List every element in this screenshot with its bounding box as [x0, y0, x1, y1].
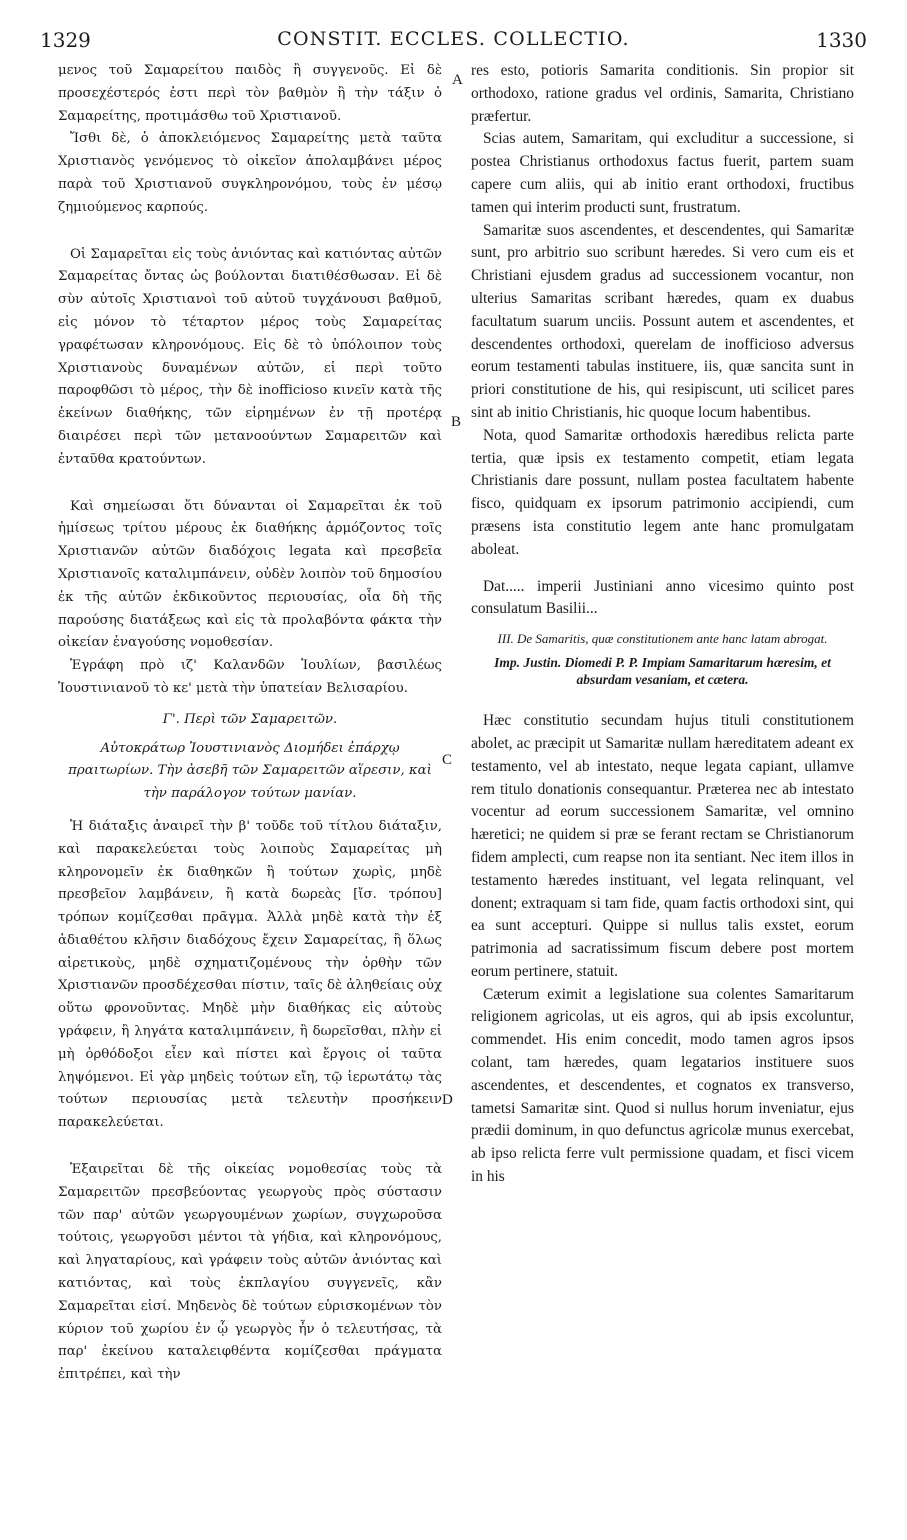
greek-paragraph: Ἐξαιρεῖται δὲ τῆς οἰκείας νομοθεσίας τοὺς τὰ Σαμαρειτῶν πρεσβεύοντας γεωργοὺς πρὸς σύστασιν τῶν παρ' αὐτῶν γεωργουμένων χωρίων, συγχωροῦσα τούτοις, γεωργοῦσι μέντοι τὰ γήδια, καὶ κληρονόμους, καὶ ληγαταρίους, καὶ γράφειν τοὺς αὐτῶν ἀνιόντας καὶ κατιόντας, καὶ τοὺς ἐκπλαγίου συγγενεῖς, κἂν Σαμαρεῖται εἰσί. Μηδενὸς δὲ τούτων εὑρισκομένων τὸν κύριον τοῦ χωρίου ἐν ᾧ γεωργὸς ἦν ὁ τελευτήσας, τὰ παρ' ἐκείνου καταλειφθέντα κομίζεσθαι πράγματα ἐπιτρέπει, καὶ τὴν: [58, 1162, 442, 1383]
page-number-right: 1330: [816, 28, 867, 52]
latin-paragraph: Dat..... imperii Justiniani anno vicesimo quinto post consulatum Basilii...: [471, 577, 854, 618]
margin-marker-a: A: [452, 72, 463, 88]
greek-paragraph: Οἱ Σαμαρεῖται εἰς τοὺς ἀνιόντας καὶ κατιόντας αὐτῶν Σαμαρείτας ὄντας ὡς βούλονται διατιθέσθωσαν. Εἰ δὲ σὺν αὐτοῖς Χριστιανοὶ τοῦ αὐτοῦ τυγχάνουσι βαθμοῦ, εἰς μόνον τὸ τέταρτον μέρος τοὺς Σαμαρείτας γραφέτωσαν κληρονόμους. Εἰς δὲ τὸ ὑπόλοιπον τοὺς Χριστιανοὺς δυναμένων αὐτῶν, εἰ περὶ τοῦτο παροφθῶσι τὸ μέρος, τὴν δὲ inofficioso κινεῖν κατὰ τῆς ἐκείνων διαθήκης, τῶν εἰρημένων ἐν τῇ προτέρᾳ διαιρέσει περὶ τῶν μετανοούντων Σαμαρειτῶν καὶ ἐνταῦθα κρατούντων.: [58, 246, 442, 467]
latin-paragraph: Nota, quod Samaritæ orthodoxis hæredibus relicta parte tertia, quæ ipsis ex testamento competit, etiam legata Christianis dare possunt, nullam postea facultatem habente fisco, quidquam ex ipsorum patrimonio accipiendi, cum præsens ista constitutio legem ante hanc promulgatam aboleat.: [471, 426, 854, 558]
greek-paragraph: Ἴσθι δὲ, ὁ ἀποκλειόμενος Σαμαρείτης μετὰ ταῦτα Χριστιανὸς γενόμενος τὸ οἰκεῖον ἀπολαμβάνει μέρος παρὰ τοῦ Χριστιανοῦ συγκληρονόμου, τοὺς ἐν μέσῳ ζημιούμενος καρπούς.: [58, 131, 442, 215]
margin-marker-b: B: [451, 414, 462, 430]
margin-marker-d: D: [442, 1092, 453, 1108]
greek-paragraph: μενος τοῦ Σαμαρείτου παιδὸς ἢ συγγενοῦς. Εἰ δὲ προσεχέστερός ἐστι περὶ τὸν βαθμὸν ἢ τὴν τάξιν ὁ Σαμαρείτης, προτιμάσθω τοῦ Χριστιανοῦ.: [58, 63, 442, 124]
greek-column: [58, 60, 442, 1387]
greek-paragraph: Καὶ σημείωσαι ὅτι δύνανται οἱ Σαμαρεῖται ἐκ τοῦ ἡμίσεως τρίτου μέρους ἐκ διαθήκης ἁρμόζοντος τοῖς Χριστιανῶν αὐτῶν διαδόχοις legata καὶ πρεσβεῖα Χριστιανοῖς καταλιμπάνειν, οὐδὲν λοιπὸν τοῦ δημοσίου ἐκ τῆς αὐτῶν ἐκδικοῦντος περιουσίας, οἷα δὴ τῆς παρούσης διατάξεως καὶ εἰς τὰ προλαβόντα φάκτα τὴν οἰκείαν ἐναγούσης νομοθεσίαν.: [58, 498, 442, 651]
greek-paragraph: Ἡ διάταξις ἀναιρεῖ τὴν β' τοῦδε τοῦ τίτλου διάταξιν, καὶ παρακελεύεται τοὺς λοιποὺς Σαμαρείτας μὴ κληρονομεῖν ἐκ διαθηκῶν ἢ τούτων χωρὶς, μηδὲ πρεσβεῖον λαμβάνειν, ἢ κατὰ δωρεὰς [ἴσ. τρόπου] τρόπων κομίζεσθαι πρᾶγμα. Ἀλλὰ μηδὲ κατὰ τὴν ἐξ ἀδιαθέτου κλῆσιν διαδόχους ἔχειν Σαμαρείτας, ἢ ὅλως αἱρετικοὺς, μηδὲ σχηματιζομένους τὴν ὀρθὴν τῶν Χριστιανῶν προσδέχεσθαι πίστιν, ταῖς δὲ ἀληθείαις οὐχ οὕτω φρονοῦντας. Μηδὲ μὴν διαθήκας εἰς αὐτοὺς γράφειν, ἢ ληγάτα καταλιμπάνειν, ἢ δωρεῖσθαι, πλὴν εἰ μὴ ὀρθόδοξοι εἶεν καὶ πίστει καὶ ἔργοις οἱ ταῦτα ληψόμενοι. Εἰ γὰρ μηδεὶς τούτων εἴη, τῷ ἱερωτάτῳ τὰς τούτων περιουσίας μετὰ τελευτὴν προσήκειν παρακελεύεται.: [58, 818, 442, 1131]
latin-paragraph: res esto, potioris Samarita conditionis. Sin propior sit orthodoxo, ratione gradus vel ordinis, Samarita, Christiano præfertur.: [471, 62, 854, 125]
page-header: [40, 28, 867, 54]
latin-paragraph: Samaritæ suos ascendentes, et descendentes, qui Samaritæ sunt, pro arbitrio suo scribunt hæredes. Si vero cum eis et Christiani ejusdem gradus ad successionem vocantur, non ulterius Samaritas scribant hæredes, quam ex duabus facultatum suarum unciis. Possunt autem et ascendentes, et descendentes orthodoxi, querelam de inofficioso adversus eorum testamenti tabulas instituere, iis, quæ sancita sunt in priori constitutione de his, qui resipiscunt, uti scilicet pares sint ab initio Christianis, hic quoque locum habentibus.: [471, 221, 854, 421]
greek-section-subheading: Αὐτοκράτωρ Ἰουστινιανὸς Διομήδει ἐπάρχῳ πραιτωρίων. Τὴν ἀσεβῆ τῶν Σαμαρειτῶν αἵρεσιν, καὶ τὴν παράλογον τούτων μανίαν.: [68, 740, 432, 802]
latin-paragraph: Scias autem, Samaritam, qui excluditur a successione, si postea Christianus orthodoxus factus fuerit, partem suam capere cum aliis, qui ab initio erant orthodoxi, fructibus tamen qui interim producti sunt, frustratum.: [471, 130, 854, 216]
greek-paragraph: Ἐγράφη πρὸ ιζ' Καλανδῶν Ἰουλίων, βασιλέως Ἰουστινιανοῦ τὸ κε' μετὰ τὴν ὑπατείαν Βελισαρίου.: [58, 658, 442, 696]
latin-paragraph: Hæc constitutio secundam hujus tituli constitutionem abolet, ac præcipit ut Samaritæ nullam hæreditatem adeant ex testamento, vel ab intestato, neque legata capiant, ullamve rem titulo donationis consequantur. Præterea nec ab intestato vocentur ad eorum successionem Samaritæ, vel omnino hæretici; ne quidem si præ se ferant rectam se Christianorum fidem amplecti, cum reapse non ita sentiant. Nec item illos in testamento hæredes instituant, vel legata relinquant, vel donent; extraquam si tam fide, quam factis orthodoxi sint, qui ea sunt accepturi. Quippe si nullus talis exstet, eorum patrimonia ad sacratissimum fiscum debere post mortem eorum pertinere, statuit.: [471, 712, 854, 980]
latin-column: [471, 60, 854, 1189]
latin-section-heading: III. De Samaritis, quæ constitutionem ante hanc latam abrogat.: [497, 631, 828, 647]
greek-section-heading: Γ'. Περὶ τῶν Σαμαρειτῶν.: [162, 711, 338, 727]
running-title: CONSTIT. ECCLES. COLLECTIO.: [277, 28, 630, 50]
latin-paragraph: Cæterum eximit a legislatione sua colentes Samaritarum religionem agricolas, ut eis agros, qui ab ipsis excoluntur, commendet. His enim concedit, modo tamen agros ipsos colant, tam hæredes, quam legatarios instituere suos ascendentes, et descendentes, et cognatos ex transverso, tametsi Samaritæ sint. Quod si nullus horum inveniatur, ejus prædii dominum, in quo defunctus agricolæ munus exercebat, ab ipso relicta ferre vult permissione quadam, et fisci vicem in his: [471, 985, 854, 1186]
page-number-left: 1329: [40, 28, 91, 52]
latin-section-subheading: Imp. Justin. Diomedi P. P. Impiam Samaritarum hæresim, et absurdam vesaniam, et cætera.: [494, 655, 831, 688]
margin-marker-c: C: [442, 752, 453, 768]
